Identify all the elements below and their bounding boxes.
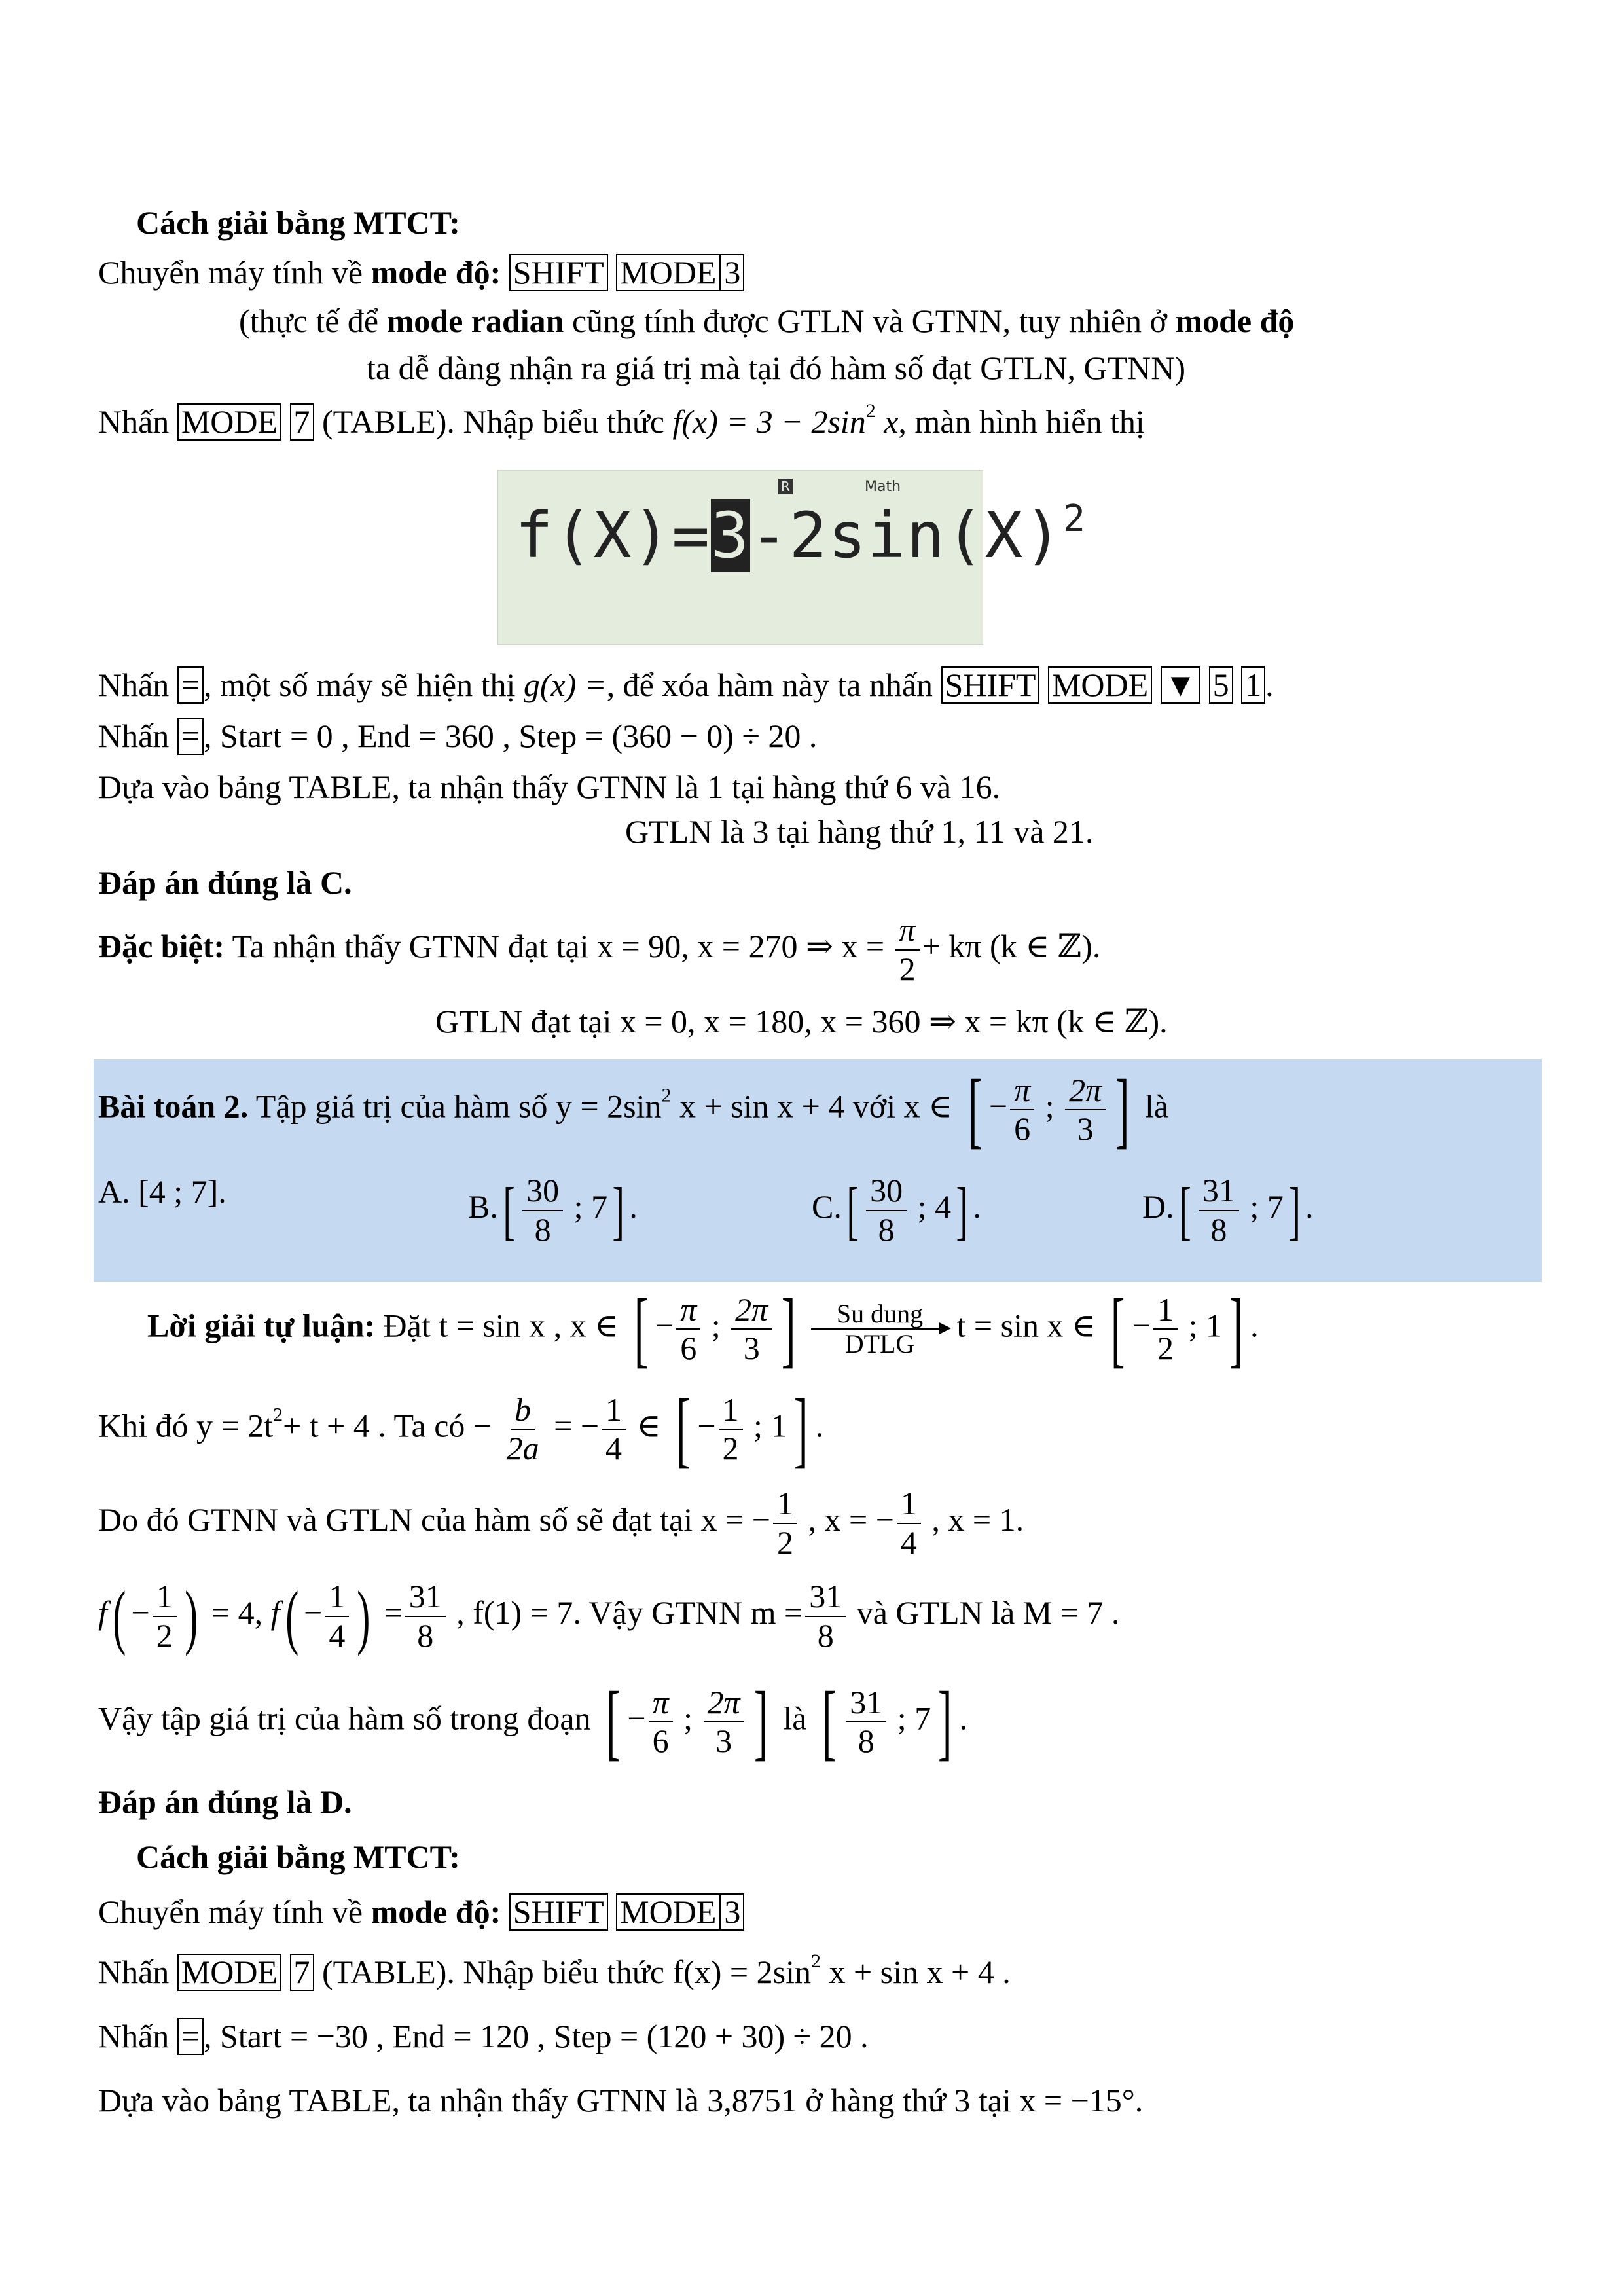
line-table-1: Nhấn MODE 7 (TABLE). Nhập biểu thức $f(x) = 3 - 2\sin^2$ x, màn hình hiển thị [98, 400, 1145, 440]
answer-d: Đáp án đúng là D. [98, 1783, 352, 1820]
key-equals: = [177, 666, 204, 704]
key-down: ▼ [1161, 666, 1201, 704]
line-special-2: GTLN đạt tại x = 0, x = 180, x = 360 ⇒ x = kπ (k ∈ ℤ). [435, 1003, 1168, 1040]
key-equals: = [177, 2018, 204, 2055]
line-note-1: (thực tế để mode radian cũng tính được GTLN và GTNN, tuy nhiên ở mode độ [239, 302, 1295, 339]
key-mode: MODE [1048, 666, 1152, 704]
key-3: 3 [720, 1893, 744, 1931]
arrow-su-dung-dtlg: Su dung DTLG [811, 1300, 948, 1358]
key-mode: MODE [177, 403, 281, 441]
option-c: C.[ $\frac{30}{8}$ ; 4] . [812, 1172, 981, 1248]
option-b: B.[ $\frac{30}{8}$ ; 7] . [468, 1172, 638, 1248]
key-shift: SHIFT [509, 254, 608, 291]
key-1: 1 [1241, 666, 1265, 704]
line-press-eq-1: Nhấn = , một số máy sẽ hiện thị g(x) =, để xóa hàm này ta nhấn SHIFT MODE ▼ 5 1 . [98, 666, 1274, 703]
line-start-end-2: Nhấn = , Start = −30 , End = 120 , Step = (120 + 30) ÷ 20 . [98, 2018, 869, 2054]
solution-line-3: Do đó GTNN và GTLN của hàm số sẽ đạt tại x = − $\frac{1}{2}$ , x = − $\frac{1}{4}$ , x = 1. [98, 1485, 1024, 1561]
line-special: Đặc biệt: Ta nhận thấy GTNN đạt tại x = 90, x = 270 ⇒ x = $\frac{\pi}{2}$ + kπ (k ∈ ℤ). [98, 911, 1101, 987]
key-equals: = [177, 718, 204, 755]
cursor: 3 [710, 499, 750, 572]
line-gtnn-2: Dựa vào bảng TABLE, ta nhận thấy GTNN là 3,8751 ở hàng thứ 3 tại x = −15°. [98, 2082, 1144, 2119]
problem-statement: Bài toán 2. Tập giá trị của hàm số $y = 2\sin^2$ x + sin x + 4 với x ∈ [ − $\frac{\pi}{6}$ ; $\frac{2\pi}{3}$ ] là [98, 1063, 1169, 1157]
line-start-end-1: Nhấn = , Start = 0 , End = 360 , Step = (360 − 0) ÷ 20 . [98, 718, 818, 754]
key-shift: SHIFT [941, 666, 1040, 704]
line-gtln-1: GTLN là 3 tại hàng thứ 1, 11 và 21. [625, 813, 1094, 850]
line-mode-degree-1: Chuyển máy tính về mode độ: SHIFT MODE 3 [98, 253, 744, 292]
radian-indicator: R [778, 479, 793, 494]
heading-mtct-1: Cách giải bằng MTCT: [136, 204, 460, 241]
key-5: 5 [1209, 666, 1233, 704]
math-mode-label: Math [865, 479, 901, 495]
key-mode: MODE [616, 254, 720, 291]
option-a: A. [4 ; 7]. [98, 1173, 226, 1210]
heading-mtct-2: Cách giải bằng MTCT: [136, 1838, 460, 1875]
key-mode: MODE [616, 1893, 720, 1931]
line-gtnn-1: Dựa vào bảng TABLE, ta nhận thấy GTNN là 1 tại hàng thứ 6 và 16. [98, 769, 1001, 805]
answer-c: Đáp án đúng là C. [98, 864, 352, 901]
calculator-screen [497, 470, 1087, 645]
line-table-2: Nhấn MODE 7 (TABLE). Nhập biểu thức $f(x) = 2\sin^2$ x + sin x + 4 . [98, 1950, 1011, 1990]
key-7: 7 [290, 403, 314, 441]
key-3: 3 [720, 254, 744, 291]
calculator-expression: $f(X)=3-2\sin(X)^2$ [515, 498, 1087, 572]
key-7: 7 [290, 1954, 314, 1991]
key-mode: MODE [177, 1954, 281, 1991]
expr-f1: f(x) = 3 − 2sin [672, 403, 866, 440]
solution-line-4: f( − $\frac{1}{2}$ ) = 4, f( − $\frac{1}{4}$ ) = $\frac{31}{8}$ , f(1) = 7. Vậy GTNN m = $\frac{31}{8}$ và GTLN là M = 7 . [98, 1576, 1120, 1656]
key-shift: SHIFT [509, 1893, 608, 1931]
solution-line-1: Lời giải tự luận: Đặt t = sin x , x ∈ [ − $\frac{\pi}{6}$ ; $\frac{2\pi}{3}$ ] Su dung DTLG t = sin x ∈ [ − $\frac{1}{2}$ ; 1] . [147, 1282, 1259, 1376]
option-d: D.[ $\frac{31}{8}$ ; 7] . [1142, 1172, 1314, 1248]
solution-line-2: Khi đó $y = 2t^2+ t + 4$ . Ta có − $\frac{b}{2a}$ = − $\frac{1}{4}$ ∈ [ − $\frac{1}{2}$ ; 1] . [98, 1382, 824, 1476]
solution-line-5: Vậy tập giá trị của hàm số trong đoạn [ − $\frac{\pi}{6}$ ; $\frac{2\pi}{3}$ ] là [ $\frac{31}{8}$ ; 7] . [98, 1675, 967, 1769]
line-note-2: ta dễ dàng nhận ra giá trị mà tại đó hàm số đạt GTLN, GTNN) [367, 350, 1186, 386]
line-mode-degree-2: Chuyển máy tính về mode độ: SHIFT MODE 3 [98, 1892, 744, 1931]
